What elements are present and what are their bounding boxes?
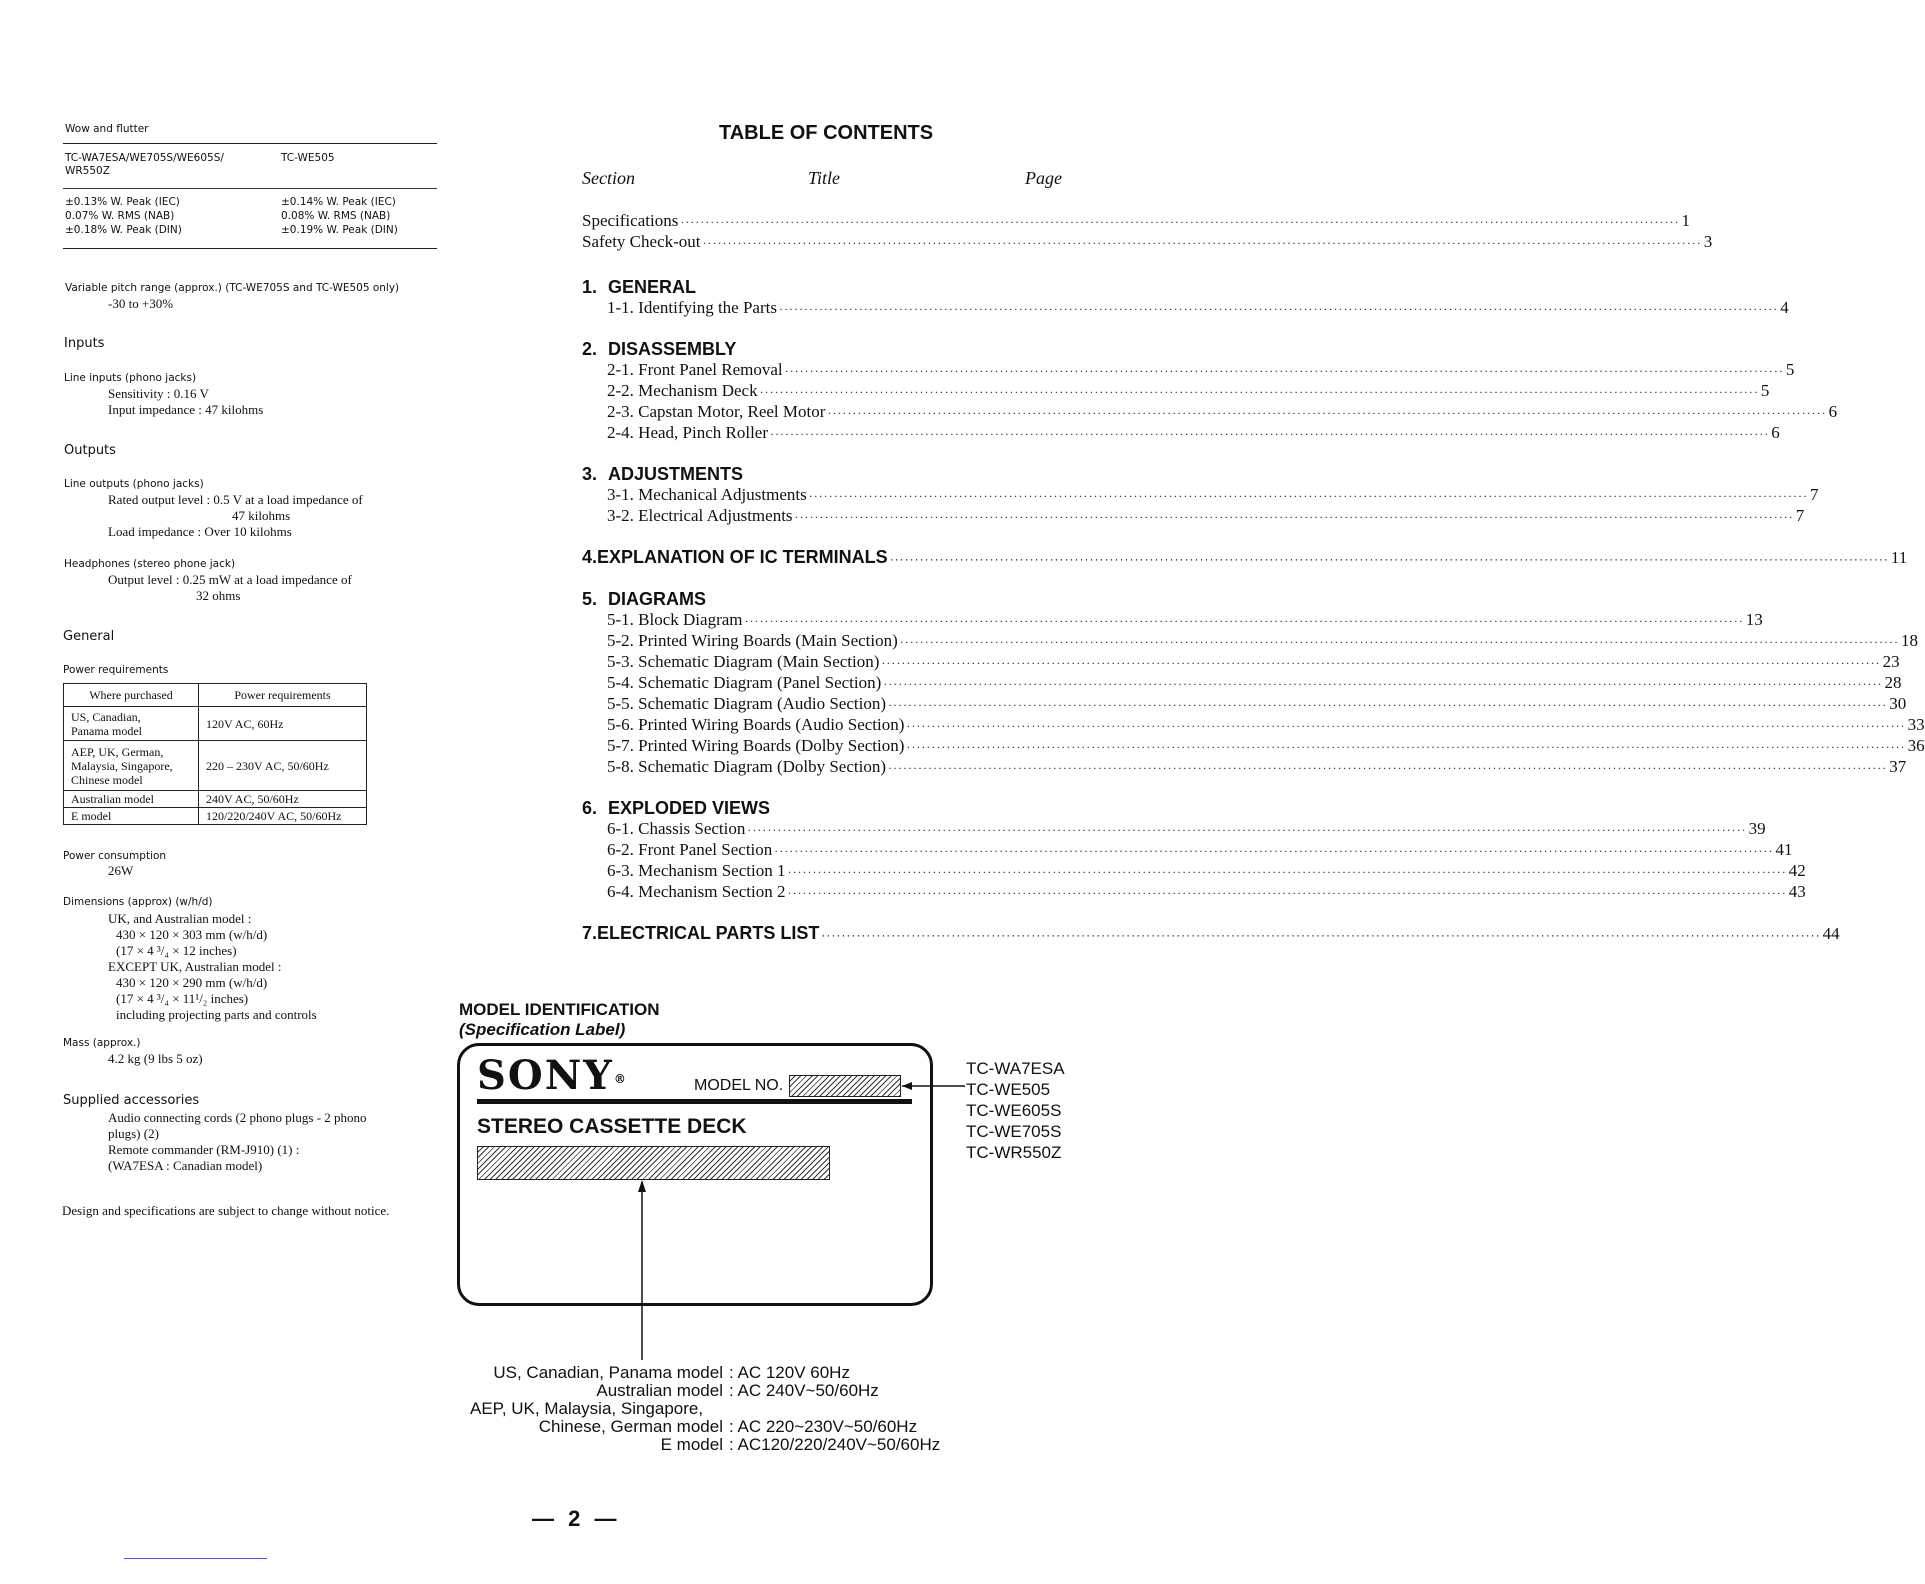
leader-dots: ········································································································································································································ — [899, 635, 1900, 649]
toc-label: 1-1. Identifying the Parts — [607, 298, 777, 317]
wow-flutter-title: Wow and flutter — [65, 123, 149, 135]
power-req-title: Power requirements — [63, 664, 169, 676]
leader-dots: ········································································································································································································ — [787, 886, 1787, 900]
toc-label: 3-2. Electrical Adjustments — [607, 506, 793, 525]
accessory-line: plugs) (2) — [108, 1126, 159, 1141]
accessories-lines — [108, 1110, 367, 1174]
toc-section-num: 7. — [582, 923, 598, 943]
power-region: US, Canadian, Panama model — [493, 1363, 723, 1382]
power-row — [440, 1364, 970, 1382]
toc-entry — [607, 631, 1919, 651]
wow-value: ±0.18% W. Peak (DIN) — [65, 224, 182, 236]
toc-label: 5-6. Printed Wiring Boards (Audio Section) — [607, 715, 905, 734]
toc-section-num: 3. — [582, 464, 598, 484]
toc-col-page: Page — [1025, 168, 1062, 188]
model-item: TC-WE505 — [966, 1080, 1051, 1099]
line-inputs-sensitivity: Sensitivity : 0.16 V — [108, 386, 209, 401]
toc-section-heading — [582, 589, 706, 610]
table-cell: 120/220/240V AC, 50/60Hz — [199, 808, 367, 825]
toc-label: Specifications — [582, 211, 679, 230]
toc-page: 13 — [1745, 610, 1763, 629]
toc-page: 6 — [1771, 423, 1780, 442]
toc-page: 33 — [1907, 715, 1925, 734]
toc-label: 5-2. Printed Wiring Boards (Main Section) — [607, 631, 898, 650]
label-arrows — [450, 1050, 970, 1370]
toc-entry — [582, 211, 1691, 231]
toc-page: 42 — [1788, 861, 1806, 880]
power-requirements-table — [63, 683, 367, 825]
toc-section-name: EXPLANATION OF IC TERMINALS — [597, 547, 888, 567]
mass-value: 4.2 kg (9 lbs 5 oz) — [108, 1051, 203, 1066]
power-region: Australian model — [596, 1381, 723, 1400]
table-cell: 220 – 230V AC, 50/60Hz — [199, 741, 367, 791]
table-row — [64, 741, 367, 791]
leader-dots: ········································································································································································································ — [821, 928, 1821, 942]
table-cell: E model — [64, 808, 199, 825]
toc-page: 23 — [1882, 652, 1900, 671]
toc-entry — [607, 819, 1766, 839]
toc-page: 7 — [1809, 485, 1819, 504]
toc-section-num: 2. — [582, 339, 598, 359]
toc-entry — [607, 882, 1806, 902]
leader-dots: ········································································································································································································ — [883, 677, 1883, 691]
toc-section-entry — [582, 547, 1908, 568]
line-outputs-title: Line outputs (phono jacks) — [64, 478, 204, 490]
toc-section-name: DIAGRAMS — [608, 589, 706, 609]
toc-label: 2-2. Mechanism Deck — [607, 381, 758, 400]
wow-col1-values — [65, 195, 182, 237]
toc-page: 18 — [1901, 631, 1919, 650]
model-id-title: MODEL IDENTIFICATION — [459, 1000, 660, 1019]
toc-entry — [607, 402, 1838, 422]
model-no-label: MODEL NO. — [694, 1077, 784, 1094]
dimension-line: (17 × 4 ³/₄ × 12 inches) — [116, 943, 237, 958]
design-note: Design and specifications are subject to change without notice. — [62, 1203, 390, 1218]
table-row — [64, 808, 367, 825]
table-cell: 120V AC, 60Hz — [199, 707, 367, 741]
toc-label: 6-2. Front Panel Section — [607, 840, 773, 859]
toc-entry — [607, 673, 1902, 693]
dimension-line: 430 × 120 × 303 mm (w/h/d) — [116, 927, 268, 942]
leader-dots: ········································································································································································································ — [881, 656, 1881, 670]
toc-entry — [607, 715, 1925, 735]
wow-value: 0.07% W. RMS (NAB) — [65, 210, 175, 222]
toc-label: 5-8. Schematic Diagram (Dolby Section) — [607, 757, 887, 776]
dimension-line: (17 × 4 ³/₄ × 11¹/₂ inches) — [116, 991, 249, 1006]
power-value: : AC 240V~50/60Hz — [729, 1381, 879, 1400]
dimensions-lines — [108, 911, 317, 1023]
toc-entry — [607, 757, 1907, 777]
leader-dots: ········································································································································································································ — [808, 489, 1808, 503]
leader-dots: ········································································································································································································ — [827, 406, 1827, 420]
leader-dots: ········································································································································································································ — [889, 552, 1889, 566]
registered-icon: ® — [613, 1072, 628, 1086]
power-row — [440, 1418, 970, 1436]
arrow-head-icon — [638, 1180, 646, 1192]
supplied-accessories-heading: Supplied accessories — [63, 1093, 200, 1108]
leader-dots: ········································································································································································································ — [906, 719, 1906, 733]
headphones-title: Headphones (stereo phone jack) — [64, 558, 236, 570]
toc-label: 2-4. Head, Pinch Roller — [607, 423, 768, 442]
toc-page: 11 — [1890, 548, 1908, 567]
toc-section-name: GENERAL — [608, 277, 697, 297]
toc-page: 4 — [1780, 298, 1789, 317]
table-row — [64, 707, 367, 741]
toc-page: 39 — [1748, 819, 1766, 838]
toc-page: 1 — [1681, 211, 1691, 230]
power-region: E model — [660, 1435, 723, 1454]
toc-col-title: Title — [808, 168, 841, 188]
toc-page: 43 — [1788, 882, 1806, 901]
leader-dots: ········································································································································································································ — [888, 761, 1888, 775]
power-consumption-title: Power consumption — [63, 850, 167, 862]
toc-entry — [607, 381, 1770, 401]
toc-label: 5-7. Printed Wiring Boards (Dolby Section) — [607, 736, 905, 755]
toc-entry — [607, 485, 1819, 505]
toc-entry — [607, 861, 1806, 881]
model-item: TC-WE705S — [966, 1122, 1062, 1141]
toc-section-heading — [582, 798, 770, 819]
toc-section-name: DISASSEMBLY — [608, 339, 737, 359]
mass-title: Mass (approx.) — [63, 1037, 141, 1049]
toc-page: 41 — [1775, 840, 1793, 859]
toc-title: TABLE OF CONTENTS — [719, 122, 934, 144]
toc-section-name: ADJUSTMENTS — [608, 464, 744, 484]
toc-col-section: Section — [582, 168, 635, 188]
toc-label: 2-1. Front Panel Removal — [607, 360, 783, 379]
dimension-line: UK, and Australian model : — [108, 911, 252, 926]
pitch-title: Variable pitch range (approx.) (TC-WE705S and TC-WE505 only) — [65, 282, 400, 294]
table-cell: US, Canadian, Panama model — [64, 707, 199, 741]
arrow-head-icon — [902, 1082, 912, 1090]
toc-page: 5 — [1760, 381, 1770, 400]
leader-dots: ········································································································································································································ — [744, 614, 1744, 628]
line-inputs-impedance: Input impedance : 47 kilohms — [108, 402, 264, 417]
leader-dots: ········································································································································································································ — [702, 236, 1702, 250]
leader-dots: ········································································································································································································ — [770, 427, 1770, 441]
toc-label: 6-1. Chassis Section — [607, 819, 746, 838]
power-value: : AC 120V 60Hz — [729, 1363, 850, 1382]
leader-dots: ········································································································································································································ — [794, 510, 1794, 524]
wow-value: 0.08% W. RMS (NAB) — [281, 210, 391, 222]
toc-section-name: EXPLODED VIEWS — [608, 798, 771, 818]
leader-dots: ········································································································································································································ — [759, 385, 1759, 399]
table-cell: AEP, UK, German, Malaysia, Singapore, Chinese model — [64, 741, 199, 791]
table-row — [64, 791, 367, 808]
toc-label: 2-3. Capstan Motor, Reel Motor — [607, 402, 826, 421]
model-item: TC-WR550Z — [966, 1143, 1062, 1162]
toc-entry — [582, 232, 1713, 252]
table-cell: 240V AC, 50/60Hz — [199, 791, 367, 808]
toc-page: 3 — [1703, 232, 1713, 251]
leader-dots: ········································································································································································································ — [906, 740, 1906, 754]
leader-dots: ········································································································································································································ — [680, 215, 1680, 229]
model-list — [966, 1058, 1065, 1163]
dimensions-title: Dimensions (approx) (w/h/d) — [63, 896, 213, 908]
power-region: AEP, UK, Malaysia, Singapore, — [470, 1399, 704, 1418]
wow-col1-head: TC-WA7ESA/WE705S/WE605S/ WR550Z — [65, 152, 224, 177]
product-name: STEREO CASSETTE DECK — [477, 1115, 747, 1138]
dimension-line: EXCEPT UK, Australian model : — [108, 959, 282, 974]
toc-section-num: 6. — [582, 798, 598, 818]
model-item: TC-WE605S — [966, 1101, 1062, 1120]
divider — [63, 248, 437, 249]
power-value: : AC 220~230V~50/60Hz — [729, 1417, 918, 1436]
power-row — [440, 1436, 970, 1454]
toc-page: 37 — [1889, 757, 1907, 776]
toc-label: 6-3. Mechanism Section 1 — [607, 861, 786, 880]
accessory-line: (WA7ESA : Canadian model) — [108, 1158, 263, 1173]
line-outputs-rated: Rated output level : 0.5 V at a load impedance of — [108, 492, 363, 507]
divider — [63, 143, 437, 144]
wow-value: ±0.14% W. Peak (IEC) — [281, 196, 396, 208]
toc-label: 5-1. Block Diagram — [607, 610, 743, 629]
toc-label: 5-3. Schematic Diagram (Main Section) — [607, 652, 880, 671]
toc-section-name: ELECTRICAL PARTS LIST — [597, 923, 820, 943]
power-row — [440, 1400, 970, 1418]
toc-page: 36 — [1907, 736, 1925, 755]
table-header: Power requirements — [199, 684, 367, 707]
wow-col2-head: TC-WE505 — [281, 152, 335, 164]
headphones-output: Output level : 0.25 mW at a load impedance of — [108, 572, 352, 587]
page-number: — 2 — — [532, 1506, 621, 1531]
leader-dots: ········································································································································································································ — [747, 823, 1747, 837]
toc-section-num: 5. — [582, 589, 598, 609]
toc-entry — [607, 610, 1763, 630]
model-id-subtitle: (Specification Label) — [459, 1020, 626, 1039]
line-outputs-load: Load impedance : Over 10 kilohms — [108, 524, 292, 539]
leader-dots: ········································································································································································································ — [774, 844, 1774, 858]
toc-page: 44 — [1822, 924, 1840, 943]
wow-col2-values — [281, 195, 398, 237]
toc-page: 28 — [1884, 673, 1902, 692]
toc-entry — [607, 298, 1789, 318]
toc-page: 30 — [1889, 694, 1907, 713]
power-list — [440, 1364, 970, 1454]
line-outputs-rated-2: 47 kilohms — [232, 508, 291, 523]
table-header: Where purchased — [64, 684, 199, 707]
toc-entry — [607, 506, 1805, 526]
toc-entry — [607, 652, 1900, 672]
power-value: : AC120/220/240V~50/60Hz — [729, 1435, 941, 1454]
pitch-value: -30 to +30% — [108, 296, 174, 311]
wow-value: ±0.19% W. Peak (DIN) — [281, 224, 398, 236]
power-row — [440, 1382, 970, 1400]
accessory-line: Audio connecting cords (2 phono plugs - 2 phono — [108, 1110, 367, 1125]
line-inputs-title: Line inputs (phono jacks) — [64, 372, 197, 384]
toc-page: 6 — [1828, 402, 1838, 421]
table-cell: Australian model — [64, 791, 199, 808]
toc-label: 5-5. Schematic Diagram (Audio Section) — [607, 694, 887, 713]
toc-entry — [607, 736, 1925, 756]
outputs-heading: Outputs — [64, 443, 116, 458]
power-consumption-value: 26W — [108, 863, 134, 878]
table-header-row — [64, 684, 367, 707]
footer-rule — [124, 1558, 267, 1559]
wow-value: ±0.13% W. Peak (IEC) — [65, 196, 180, 208]
general-heading: General — [63, 629, 115, 644]
model-item: TC-WA7ESA — [966, 1059, 1065, 1078]
toc-entry — [607, 840, 1793, 860]
headphones-output-2: 32 ohms — [196, 588, 241, 603]
leader-dots: ········································································································································································································ — [787, 865, 1787, 879]
toc-page: 5 — [1785, 360, 1795, 379]
toc-entry — [607, 360, 1795, 380]
dimension-line: 430 × 120 × 290 mm (w/h/d) — [116, 975, 268, 990]
accessory-line: Remote commander (RM-J910) (1) : — [108, 1142, 300, 1157]
toc-entry — [607, 423, 1780, 443]
leader-dots: ········································································································································································································ — [778, 302, 1779, 316]
toc-label: 3-1. Mechanical Adjustments — [607, 485, 807, 504]
brand-text: SONY — [477, 1052, 614, 1099]
toc-label: 6-4. Mechanism Section 2 — [607, 882, 786, 901]
leader-dots: ········································································································································································································ — [784, 364, 1784, 378]
toc-section-heading — [582, 464, 743, 485]
toc-section-num: 4. — [582, 547, 598, 567]
dimension-line: including projecting parts and controls — [116, 1007, 317, 1022]
divider — [63, 188, 437, 189]
toc-label: Safety Check-out — [582, 232, 701, 251]
toc-label: 5-4. Schematic Diagram (Panel Section) — [607, 673, 882, 692]
toc-section-heading — [582, 277, 696, 298]
toc-entry — [607, 694, 1907, 714]
toc-section-num: 1. — [582, 277, 598, 297]
toc-section-heading — [582, 339, 736, 360]
toc-section-entry — [582, 923, 1840, 944]
inputs-heading: Inputs — [64, 336, 105, 351]
power-region: Chinese, German model — [538, 1417, 723, 1436]
toc-page: 7 — [1795, 506, 1805, 525]
leader-dots: ········································································································································································································ — [888, 698, 1888, 712]
